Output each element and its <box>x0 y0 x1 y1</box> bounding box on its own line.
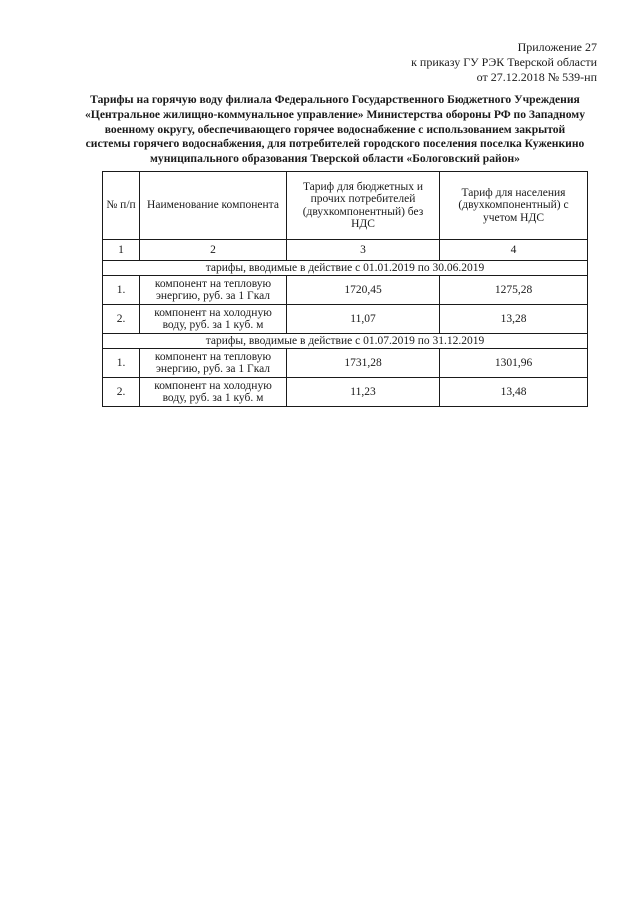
title-line-5: муниципального образования Тверской области «Бологовский район» <box>150 152 520 166</box>
header-budget-tariff: Тариф для бюджетных и прочих потребителей (двухкомпонентный) без НДС <box>287 172 440 240</box>
title-line-3: военному округу, обеспечивающего горячее водоснабжение с использованием закрытой <box>104 122 566 136</box>
row-number: 2. <box>103 378 140 407</box>
appendix-line-1: Приложение 27 <box>517 40 597 54</box>
budget-tariff-value: 11,23 <box>287 378 440 407</box>
appendix-reference <box>411 40 597 85</box>
column-number: 2 <box>140 240 287 261</box>
header-population-tariff: Тариф для населения (двухкомпонентный) с учетом НДС <box>440 172 588 240</box>
document-title <box>70 93 600 167</box>
period-label: тарифы, вводимые в действие с 01.07.2019 по 31.12.2019 <box>103 334 588 349</box>
period-label: тарифы, вводимые в действие с 01.01.2019 по 30.06.2019 <box>103 261 588 276</box>
appendix-line-2: к приказу ГУ РЭК Тверской области <box>411 55 597 69</box>
population-tariff-value: 1275,28 <box>440 276 588 305</box>
title-line-2: «Центральное жилищно-коммунальное управление» Министерства обороны РФ по Западному <box>85 107 585 121</box>
row-number: 1. <box>103 349 140 378</box>
table-row <box>103 276 588 305</box>
row-number: 1. <box>103 276 140 305</box>
population-tariff-value: 13,28 <box>440 305 588 334</box>
table-row <box>103 378 588 407</box>
table-row <box>103 305 588 334</box>
header-number: № п/п <box>103 172 140 240</box>
component-name: компонент на тепловую энергию, руб. за 1 Гкал <box>140 349 287 378</box>
period-row <box>103 334 588 349</box>
table-row <box>103 349 588 378</box>
component-name: компонент на холодную воду, руб. за 1 куб. м <box>140 305 287 334</box>
column-number-row <box>103 240 588 261</box>
component-name: компонент на тепловую энергию, руб. за 1 Гкал <box>140 276 287 305</box>
column-number: 4 <box>440 240 588 261</box>
population-tariff-value: 1301,96 <box>440 349 588 378</box>
header-component: Наименование компонента <box>140 172 287 240</box>
tariff-table <box>102 171 588 407</box>
budget-tariff-value: 1731,28 <box>287 349 440 378</box>
title-line-1: Тарифы на горячую воду филиала Федерального Государственного Бюджетного Учреждения <box>90 93 580 106</box>
title-line-4: системы горячего водоснабжения, для потребителей городского поселения поселка Куженкино <box>85 137 585 151</box>
component-name: компонент на холодную воду, руб. за 1 куб. м <box>140 378 287 407</box>
appendix-line-3: от 27.12.2018 № 539-нп <box>476 70 597 84</box>
column-number: 1 <box>103 240 140 261</box>
budget-tariff-value: 1720,45 <box>287 276 440 305</box>
budget-tariff-value: 11,07 <box>287 305 440 334</box>
header-row <box>103 172 588 240</box>
period-row <box>103 261 588 276</box>
population-tariff-value: 13,48 <box>440 378 588 407</box>
column-number: 3 <box>287 240 440 261</box>
row-number: 2. <box>103 305 140 334</box>
